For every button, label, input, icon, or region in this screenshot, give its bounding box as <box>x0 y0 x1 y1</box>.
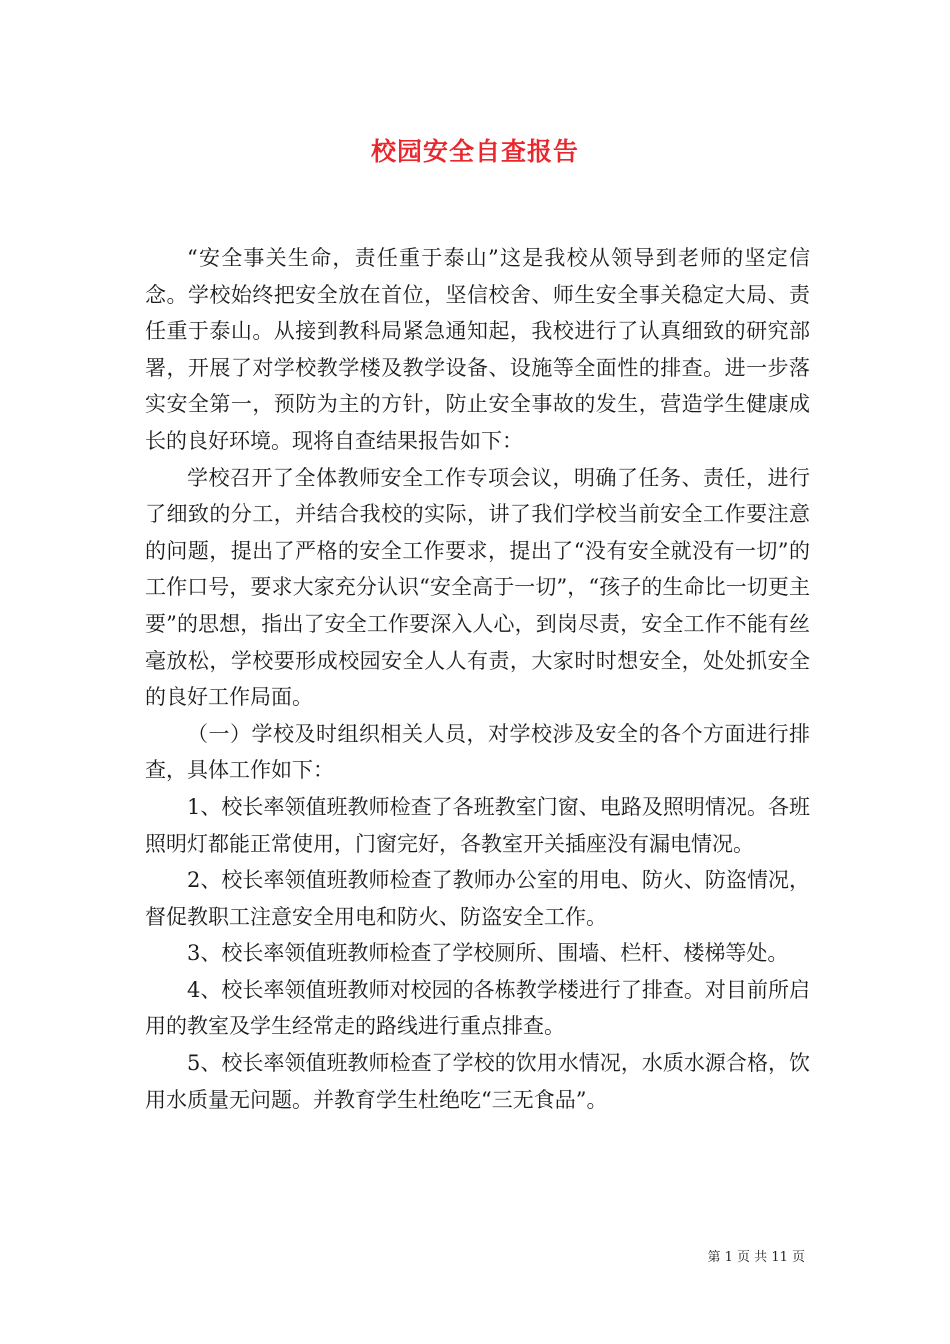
paragraph-item-3: 3、校长率领值班教师检查了学校厕所、围墙、栏杆、楼梯等处。 <box>187 941 789 966</box>
paragraph-meeting: 学校召开了全体教师安全工作专项会议，明确了任务、责任，进行了细致的分工，并结合我校的实际，讲了我们学校当前安全工作要注意的问题，提出了严格的安全工作要求，提出了“没有安全就没有一切”的工作口号，要求大家充分认识“安全高于一切”，“孩子的生命比一切更主要”的思想，指出了安全工作要深入人心，到岗尽责，安全工作不能有丝毫放松，学校要形成校园安全人人有责，大家时时想安全，处处抓安全的良好工作局面。 <box>145 465 810 710</box>
paragraph-intro: “安全事关生命，责任重于泰山”这是我校从领导到老师的坚定信念。学校始终把安全放在首位，坚信校舍、师生安全事关稳定大局、责任重于泰山。从接到教科局紧急通知起，我校进行了认真细致的研究部署，开展了对学校教学楼及教学设备、设施等全面性的排查。进一步落实安全第一，预防为主的方针，防止安全事故的发生，营造学生健康成长的良好环境。现将自查结果报告如下： <box>145 246 810 453</box>
paragraph-item-4: 4、校长率领值班教师对校园的各栋教学楼进行了排查。对目前所启用的教室及学生经常走的路线进行重点排查。 <box>145 977 810 1039</box>
page-number: 第 1 页 共 11 页 <box>707 1250 805 1265</box>
paragraph-item-5: 5、校长率领值班教师检查了学校的饮用水情况，水质水源合格，饮用水质量无问题。并教育学生杜绝吃“三无食品”。 <box>145 1051 810 1112</box>
paragraph-item-1: 1、校长率领值班教师检查了各班教室门窗、电路及照明情况。各班照明灯都能正常使用，门窗完好，各教室开关插座没有漏电情况。 <box>145 794 810 856</box>
paragraph-section-one: （一）学校及时组织相关人员，对学校涉及安全的各个方面进行排查，具体工作如下： <box>145 721 810 783</box>
document-body <box>145 240 810 1118</box>
document-title: 校园安全自查报告 <box>370 137 579 166</box>
paragraph-item-2: 2、校长率领值班教师检查了教师办公室的用电、防火、防盗情况，督促教职工注意安全用电和防火、防盗安全工作。 <box>145 868 810 929</box>
